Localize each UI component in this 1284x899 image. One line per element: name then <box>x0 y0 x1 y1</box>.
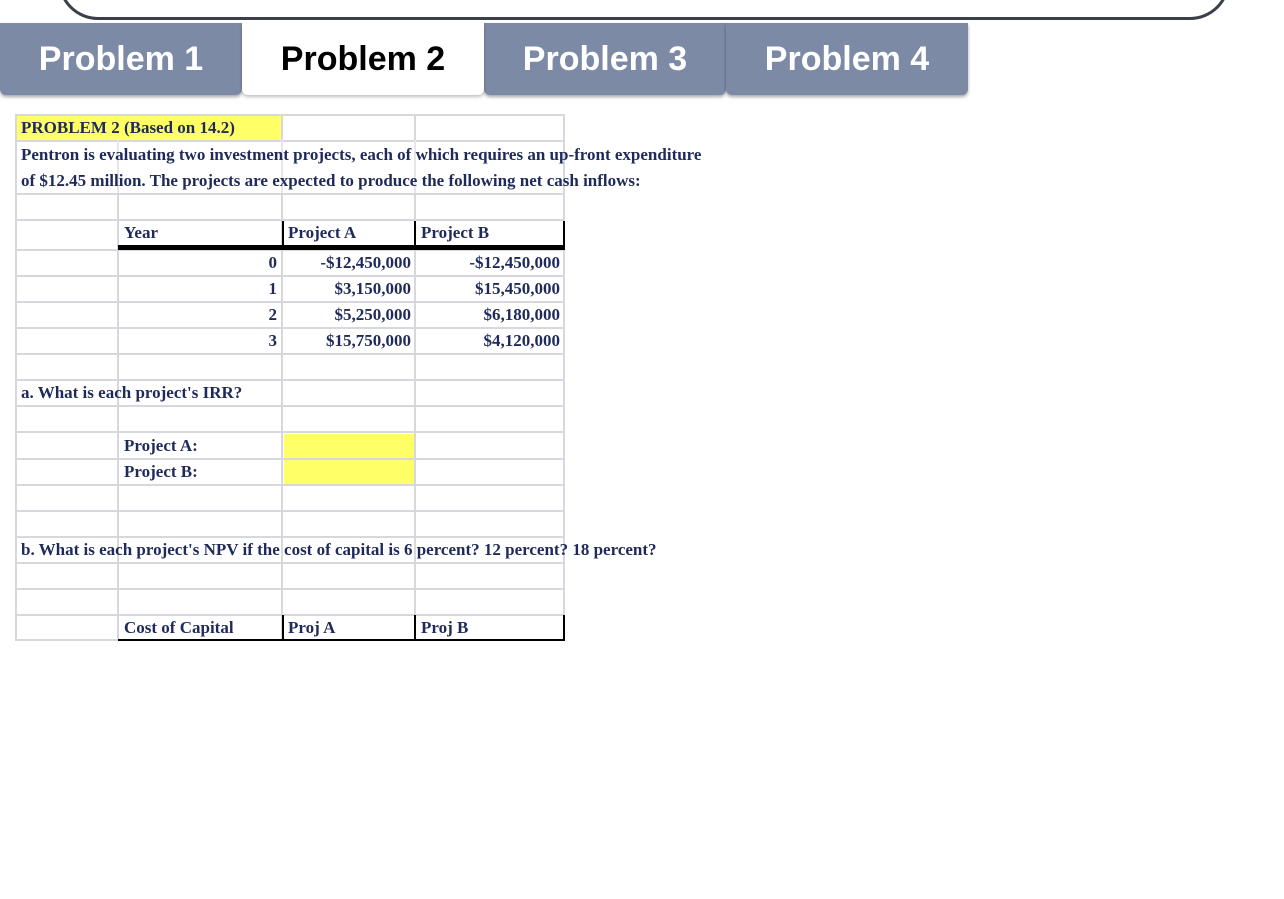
header-year: Year <box>124 223 158 242</box>
row-year: 2 <box>268 305 277 324</box>
row-project-a: $15,750,000 <box>326 331 411 350</box>
tab-problem-1[interactable]: Problem 1 <box>0 23 242 95</box>
row-year: 0 <box>268 253 277 272</box>
tab-problem-4[interactable]: Problem 4 <box>726 23 968 95</box>
question-a: a. What is each project's IRR? <box>21 383 243 402</box>
irr-label-a: Project A: <box>124 436 198 455</box>
row-project-b: $6,180,000 <box>483 305 560 324</box>
row-project-b: -$12,450,000 <box>469 253 560 272</box>
header-project-a: Project A <box>288 223 357 242</box>
npv-header-cost-of-capital: Cost of Capital <box>124 618 234 637</box>
row-year: 1 <box>268 279 277 298</box>
row-project-b: $15,450,000 <box>475 279 560 298</box>
row-project-a: -$12,450,000 <box>320 253 411 272</box>
row-year: 3 <box>268 331 277 350</box>
tab-problem-2[interactable]: Problem 2 <box>242 23 484 95</box>
irr-input-b[interactable] <box>284 460 414 484</box>
tab-problem-3[interactable]: Problem 3 <box>484 23 726 95</box>
problem-title: PROBLEM 2 (Based on 14.2) <box>21 118 235 137</box>
row-project-a: $5,250,000 <box>334 305 411 324</box>
intro-line-2: of $12.45 million. The projects are expected to produce the following net cash inflows: <box>21 171 641 190</box>
row-project-b: $4,120,000 <box>483 331 560 350</box>
window-frame <box>58 0 1230 20</box>
irr-input-a[interactable] <box>284 434 414 459</box>
npv-header-proj-b: Proj B <box>421 618 469 637</box>
question-b: b. What is each project's NPV if the cost of capital is 6 percent? 12 percent? 18 percent? <box>21 540 657 559</box>
irr-label-b: Project B: <box>124 462 198 481</box>
intro-line-1: Pentron is evaluating two investment projects, each of which requires an up-front expenditure <box>21 145 702 164</box>
sheet-tab-bar <box>0 23 970 97</box>
header-project-b: Project B <box>421 223 490 242</box>
row-project-a: $3,150,000 <box>334 279 411 298</box>
npv-header-proj-a: Proj A <box>288 618 336 637</box>
